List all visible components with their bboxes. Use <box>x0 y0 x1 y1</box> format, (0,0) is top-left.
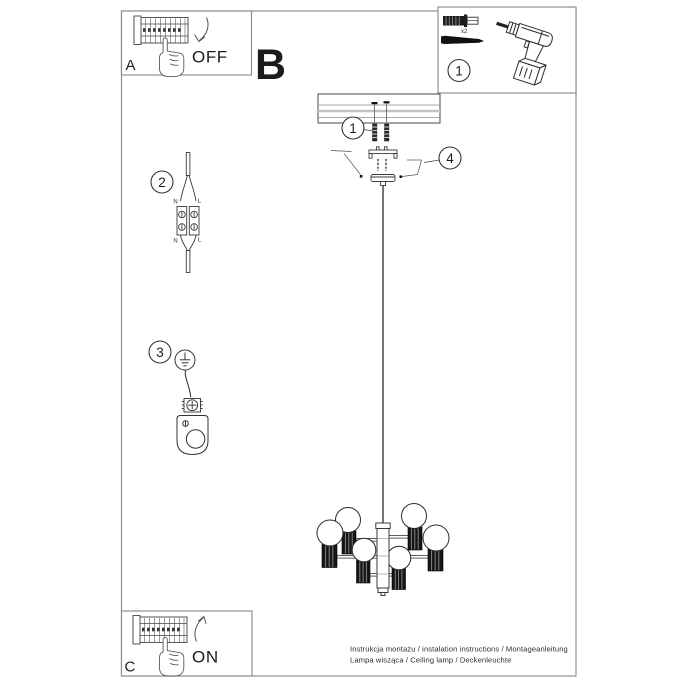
circuit-breaker-panel-icon <box>134 16 188 45</box>
step-1-badge <box>448 60 470 82</box>
terminal-label-n-bottom: N <box>173 238 178 245</box>
svg-text:3: 3 <box>156 344 164 360</box>
terminal-block <box>177 207 199 236</box>
footer-line-2: Lampa wisząca / Ceiling lamp / Deckenleuchte <box>350 655 512 665</box>
lamp-cable-bottom <box>181 236 197 273</box>
step-c-label: C <box>124 658 136 676</box>
step-3-badge <box>149 341 171 363</box>
canopy <box>371 175 395 186</box>
circuit-breaker-panel-icon <box>133 616 187 645</box>
earth-symbol-icon <box>175 350 195 370</box>
step-b-label: B <box>255 41 287 89</box>
bulb-socket <box>322 543 337 568</box>
light-bulb <box>402 504 427 529</box>
ground-screw-icon <box>182 399 203 413</box>
lamp-body <box>376 523 390 596</box>
bulb-socket <box>408 527 422 550</box>
anchor-quantity-label: x2 <box>461 29 468 35</box>
grounding-diagram <box>149 341 208 455</box>
light-bulb <box>352 538 376 562</box>
supply-cable-top <box>181 153 197 202</box>
bulb-socket <box>392 567 406 590</box>
ceiling-cross-section <box>318 94 440 123</box>
step-a-label: A <box>125 57 136 74</box>
wiring-diagram <box>151 153 202 273</box>
bulb-socket <box>357 560 371 583</box>
tools-box <box>438 7 576 93</box>
terminal-label-n-top: N <box>173 199 178 206</box>
light-bulb <box>387 546 411 570</box>
ceiling-mounting <box>318 94 461 186</box>
svg-text:1: 1 <box>455 63 463 79</box>
svg-text:2: 2 <box>158 174 166 190</box>
svg-text:1: 1 <box>349 120 357 136</box>
footer-line-1: Instrukcja montażu / instalation instructions / Montageanleitung <box>350 644 568 654</box>
canopy-step-4-callout <box>424 147 461 169</box>
footer <box>350 645 568 665</box>
step-2-badge <box>151 171 173 193</box>
power-off-step <box>122 11 252 76</box>
alignment-guides <box>331 151 422 179</box>
light-bulb <box>317 520 343 546</box>
expansion-screws-icon <box>373 124 389 141</box>
mounting-bracket <box>369 147 397 171</box>
terminal-label-l-bottom: L <box>197 237 202 244</box>
ground-wire <box>185 370 191 397</box>
svg-text:4: 4 <box>446 150 454 166</box>
mounting-plate <box>177 416 208 455</box>
light-bulb <box>423 525 449 551</box>
terminal-label-l-top: L <box>197 199 202 205</box>
off-label: OFF <box>192 47 228 67</box>
on-label: ON <box>192 647 219 667</box>
power-on-step <box>122 611 253 676</box>
